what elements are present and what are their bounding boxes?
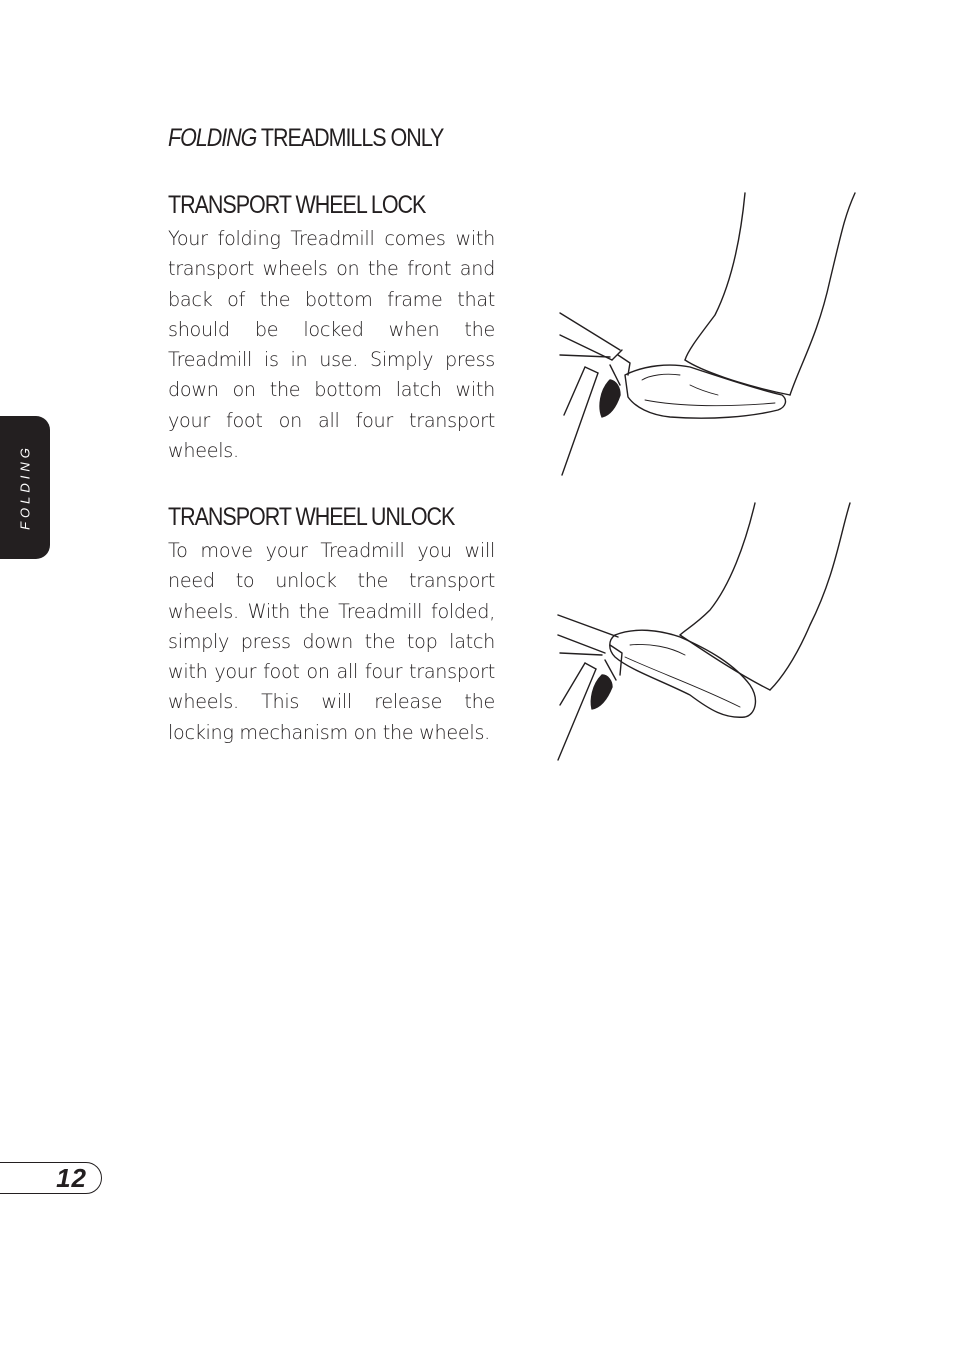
unlock-body: To move your Treadmill you will need to unlock the transport wheels. With the Treadmill folded, simply press down the top latch with your foot on all four transport wheels. This will release the locking mechanism on the wheels. xyxy=(168,539,495,744)
lock-heading: TRANSPORT WHEEL LOCK xyxy=(168,191,426,219)
side-tab-folding xyxy=(0,416,50,559)
page-number: 12 xyxy=(56,1163,87,1193)
unlock-heading: TRANSPORT WHEEL UNLOCK xyxy=(168,503,455,531)
side-tab-label: FOLDING xyxy=(17,444,33,530)
section-title-italic: FOLDING xyxy=(168,124,257,152)
unlock-foot-illustration xyxy=(550,495,870,770)
section-title xyxy=(168,126,443,151)
page-number-badge xyxy=(0,1162,102,1194)
lock-foot-illustration xyxy=(550,185,870,480)
lock-body: Your folding Treadmill comes with transport wheels on the front and back of the bottom frame that should be locked when the Treadmill is in use. Simply press down on the bottom latch with your foot on all four transport wheels. xyxy=(168,227,495,463)
section-title-rest: TREADMILLS ONLY xyxy=(256,124,444,152)
